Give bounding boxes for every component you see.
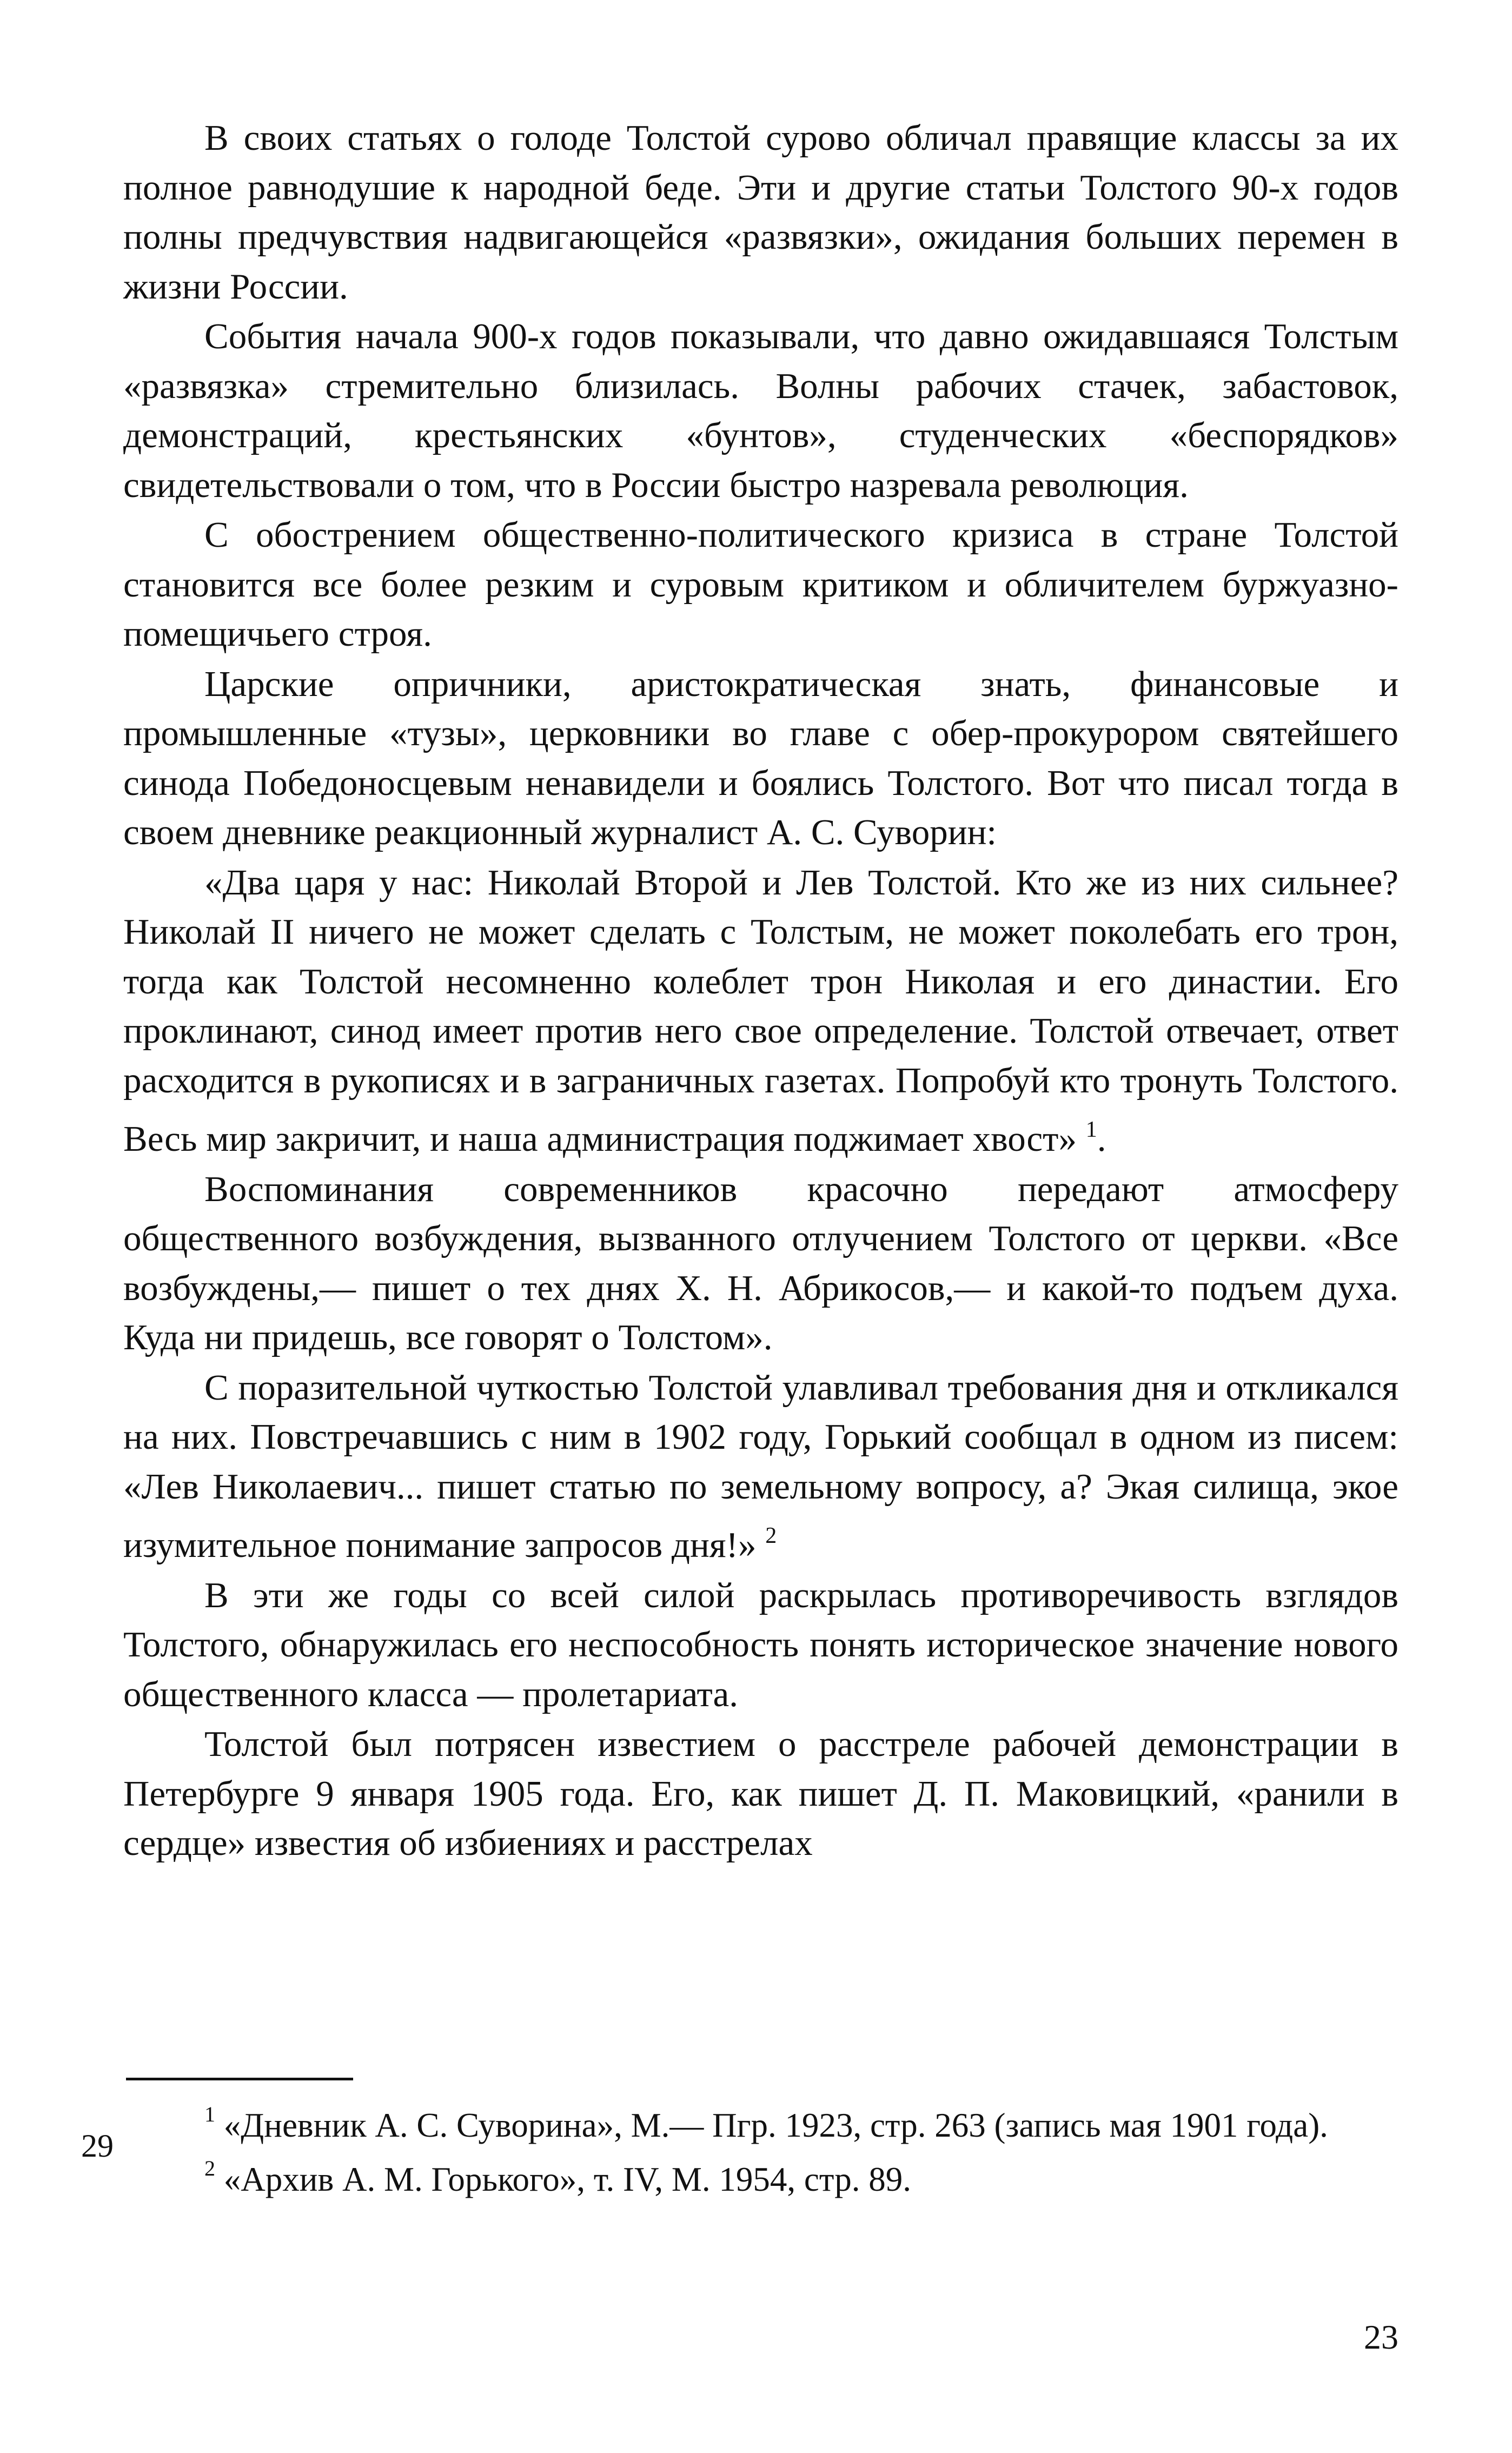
footnote-2 bbox=[123, 2147, 1398, 2201]
footnote-ref-1: 1 bbox=[1085, 1117, 1097, 1142]
footnote-2-mark: 2 bbox=[204, 2156, 215, 2180]
footnote-2-text: «Архив А. М. Горького», т. IV, М. 1954, стр. 89. bbox=[223, 2160, 911, 2198]
paragraph-7-text: С поразительной чуткостью Толстой улавливал требования дня и откликался на них. Повстречавшись с ним в 1902 году, Горький сообщал в одном из писем: «Лев Николаевич... пишет статью по земельному вопросу, а? Экая силища, экое изумительное понимание запросов дня!» bbox=[123, 1367, 1398, 1565]
paragraph-3: С обострением общественно-политического кризиса в стране Толстой становится все более резким и суровым критиком и обличителем буржуазно-помещичьего строя. bbox=[123, 515, 1398, 654]
main-text bbox=[123, 114, 1398, 1869]
footnote-divider bbox=[126, 2078, 353, 2080]
footnote-ref-2: 2 bbox=[765, 1523, 777, 1548]
footnote-1-mark: 1 bbox=[204, 2102, 215, 2126]
paragraph-7 bbox=[123, 1363, 1398, 1570]
footnotes bbox=[123, 2093, 1398, 2201]
footnote-1 bbox=[123, 2093, 1398, 2147]
paragraph-6: Воспоминания современников красочно передают атмосферу общественного возбуждения, вызванного отлучением Толстого от церкви. «Все возбуждены,— пишет о тех днях Х. Н. Абрикосов,— и какой-то подъем духа. Куда ни придешь, все говорят о Толстом». bbox=[123, 1169, 1398, 1357]
page-number: 23 bbox=[1364, 2318, 1398, 2356]
paragraph-5-text: «Два царя у нас: Николай Второй и Лев Толстой. Кто же из них сильнее? Николай II ничего не может сделать с Толстым, не может поколебать его трон, тогда как Толстой несомненно колеблет трон Николая и его династии. Его проклинают, синод имеет против него свое определение. Толстой отвечает, ответ расходится в рукописях и в заграничных газетах. Попробуй кто тронуть Толстого. Весь мир закричит, и наша администрация поджимает хвост» bbox=[123, 862, 1398, 1159]
paragraph-4: Царские опричники, аристократическая знать, финансовые и промышленные «тузы», церковники во главе с обер-прокурором святейшего синода Победоносцевым ненавидели и боялись Толстого. Вот что писал тогда в своем дневнике реакционный журналист А. С. Суворин: bbox=[123, 664, 1398, 852]
paragraph-9: Толстой был потрясен известием о расстреле рабочей демонстрации в Петербурге 9 января 1905 года. Его, как пишет Д. П. Маковицкий, «ранили в сердце» известия об избиениях и расстрелах bbox=[123, 1724, 1398, 1863]
paragraph-1: В своих статьях о голоде Толстой сурово обличал правящие классы за их полное равнодушие к народной беде. Эти и другие статьи Толстого 90-х годов полны предчувствия надвигающейся «развязки», ожидания больших перемен в жизни России. bbox=[123, 118, 1398, 307]
paragraph-2: События начала 900-х годов показывали, что давно ожидавшаяся Толстым «развязка» стремительно близилась. Волны рабочих стачек, забастовок, демонстраций, крестьянских «бунтов», студенческих «беспорядков» свидетельствовали о том, что в России быстро назревала революция. bbox=[123, 316, 1398, 505]
paragraph-8: В эти же годы со всей силой раскрылась противоречивость взглядов Толстого, обнаружилась его неспособность понять историческое значение нового общественного класса — пролетариата. bbox=[123, 1575, 1398, 1714]
footnote-1-text: «Дневник А. С. Суворина», М.— Пгр. 1923, стр. 263 (запись мая 1901 года). bbox=[223, 2106, 1328, 2144]
signature-mark: 29 bbox=[81, 2128, 114, 2164]
paragraph-5-quote: «Два царя у нас: Николай Второй и Лев Толстой. Кто же из них сильнее? Николай II ничего не может сделать с Толстым, не может поколебать его трон, тогда как Толстой несомненно колеблет трон Николая и его династии. Его проклинают, синод имеет против него свое определение. Толстой отвечает, ответ расходится в рукописях и в заграничных газетах. Попробуй кто тронуть Толстого. Весь мир закричит, и наша администрация поджимает хвост» $^1$. bbox=[123, 862, 1398, 1159]
